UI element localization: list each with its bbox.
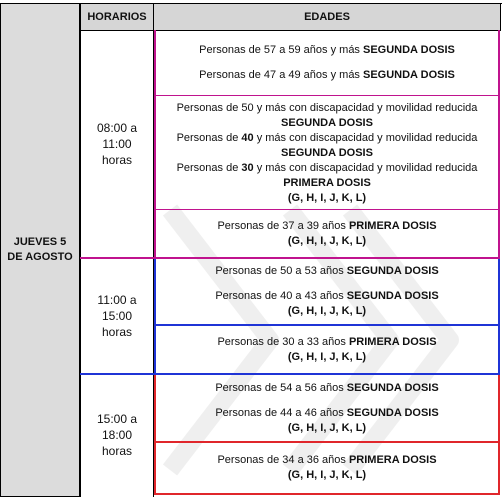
age-line [215, 264, 438, 279]
age-text: Personas de 50 y más con discapacidad y movilidad reducida [176, 101, 478, 114]
age-group-4 [155, 258, 499, 325]
dose-label: SEGUNDA DOSIS [346, 290, 439, 302]
time-slot-2 [80, 258, 154, 374]
age-line [217, 335, 436, 350]
red-border [154, 375, 156, 495]
age-text: y más con discapacidad y movilidad reducida [253, 161, 478, 174]
time-slot-2-unit: horas [101, 325, 133, 339]
dose-label: SEGUNDA DOSIS [363, 44, 455, 56]
time-slot-3-unit: horas [101, 444, 133, 458]
age-number: 40 [241, 131, 254, 144]
dose-label: PRIMERA DOSIS [283, 176, 371, 189]
time-slot-1-unit: horas [101, 153, 133, 167]
time-slot-2-start: 11:00 a [97, 293, 137, 307]
grid-line [0, 3, 502, 4]
age-line [215, 289, 438, 304]
day-cell [0, 4, 80, 496]
dose-label: SEGUNDA DOSIS [363, 69, 455, 81]
magenta-border [154, 30, 156, 259]
dose-label: SEGUNDA DOSIS [346, 406, 439, 419]
grid-line [79, 3, 81, 497]
day-line-1: JUEVES 5 [13, 236, 67, 248]
age-group-2 [155, 96, 499, 210]
age-group-7 [155, 442, 499, 494]
blue-border [498, 259, 500, 375]
age-group-6 [155, 374, 499, 442]
dose-label: SEGUNDA DOSIS [346, 381, 439, 394]
dose-label: SEGUNDA DOSIS [281, 146, 373, 159]
header-edades [154, 4, 500, 30]
letter-group: (G, H, I, J, K, L) [287, 191, 367, 204]
age-text: Personas de 54 a 56 años [215, 381, 347, 394]
age-line [217, 453, 436, 468]
grid-line [0, 3, 1, 497]
age-line [215, 381, 438, 396]
magenta-border [154, 95, 500, 96]
age-group-3 [155, 210, 499, 258]
dose-label: SEGUNDA DOSIS [346, 265, 439, 277]
letter-group: (G, H, I, J, K, L) [287, 421, 367, 434]
magenta-border [498, 30, 500, 259]
time-slot-1-end: 11:00 [102, 137, 132, 151]
age-text: Personas de 37 a 39 años [217, 220, 349, 232]
letter-group: (G, H, I, J, K, L) [287, 305, 367, 317]
header-horarios-label: HORARIOS [87, 11, 147, 23]
time-slot-1-start: 08:00 a [96, 121, 138, 135]
age-group-5 [155, 325, 499, 374]
age-line [199, 43, 455, 58]
age-text: y más con discapacidad y movilidad reducida [253, 131, 478, 144]
dose-label: PRIMERA DOSIS [348, 220, 437, 232]
age-line [177, 161, 478, 176]
age-text: Personas de 34 a 36 años [217, 454, 349, 466]
grid-line [0, 496, 80, 497]
grid-line [500, 3, 501, 31]
age-group-1 [155, 30, 499, 96]
age-text: Personas de 57 a 59 años y más [199, 44, 363, 56]
blue-border [154, 259, 156, 375]
time-slot-3 [80, 374, 154, 496]
letter-group: (G, H, I, J, K, L) [287, 235, 367, 247]
age-line [199, 68, 455, 83]
letter-group: (G, H, I, J, K, L) [287, 350, 367, 363]
red-border [154, 493, 500, 495]
age-text: Personas de 47 a 49 años y más [199, 69, 363, 81]
magenta-border [154, 209, 500, 210]
header-horarios [80, 4, 154, 30]
age-text: Personas de [176, 161, 242, 174]
magenta-border [80, 257, 500, 259]
blue-border [80, 373, 500, 375]
grid-line [80, 30, 500, 31]
header-edades-label: EDADES [304, 11, 350, 23]
age-text: Personas de 40 a 43 años [215, 290, 347, 302]
dose-label: PRIMERA DOSIS [348, 335, 437, 348]
age-line [215, 406, 438, 421]
blue-border [154, 324, 500, 326]
day-line-2: DE AGOSTO [7, 251, 73, 263]
time-slot-3-end: 18:00 [101, 428, 133, 442]
dose-label: PRIMERA DOSIS [348, 454, 437, 466]
age-text: Personas de 30 a 33 años [217, 335, 349, 348]
age-number: 30 [241, 161, 254, 174]
age-line [177, 131, 478, 146]
time-slot-1 [80, 30, 154, 258]
age-text: Personas de 50 a 53 años [215, 265, 347, 277]
age-line [217, 219, 436, 234]
age-text: Personas de [176, 131, 242, 144]
time-slot-2-end: 15:00 [101, 309, 133, 323]
red-border [498, 375, 500, 495]
dose-label: SEGUNDA DOSIS [281, 116, 373, 129]
letter-group: (G, H, I, J, K, L) [287, 469, 367, 481]
time-slot-3-start: 15:00 a [96, 412, 138, 426]
red-border [154, 441, 500, 443]
age-text: Personas de 44 a 46 años [215, 406, 347, 419]
